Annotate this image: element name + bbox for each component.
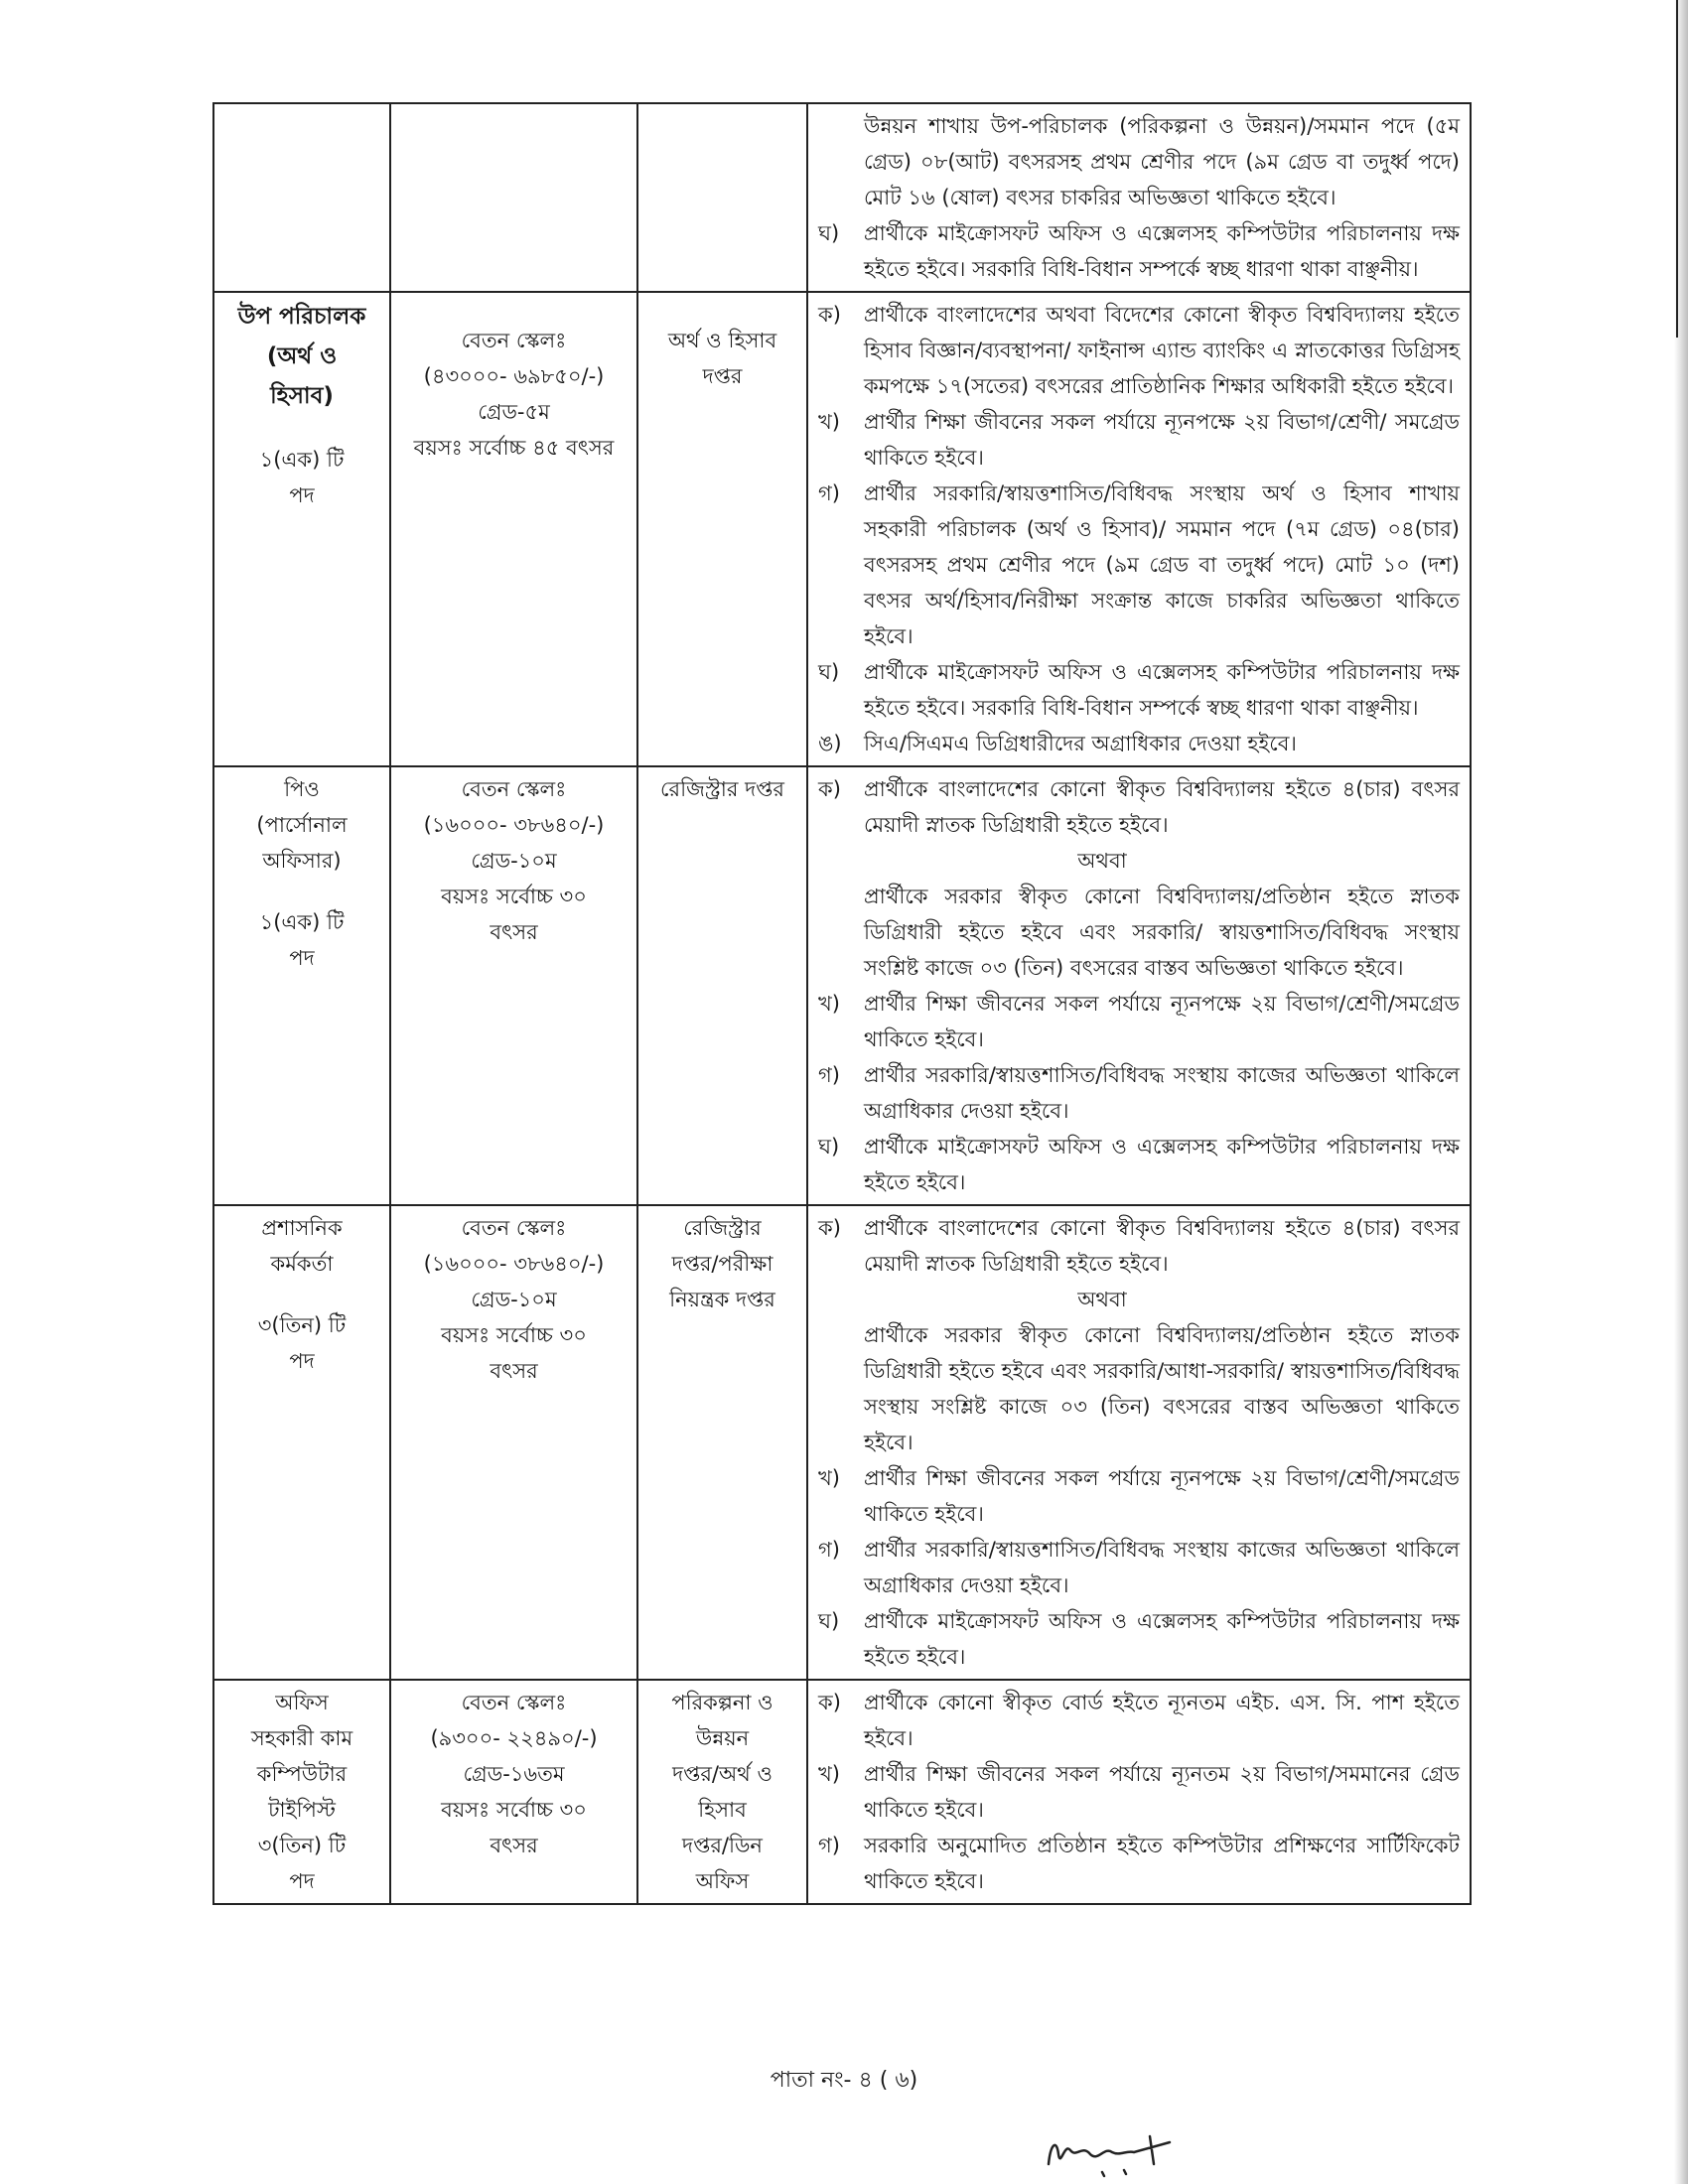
requirement-text: প্রার্থীকে কোনো স্বীকৃত বোর্ড হইতে ন্যূনতম এইচ. এস. সি. পাশ হইতে হইবে।	[864, 1691, 1460, 1750]
requirement-item	[818, 108, 1460, 215]
requirement-item	[818, 879, 1460, 986]
requirement-text: প্রার্থীর শিক্ষা জীবনের সকল পর্যায়ে ন্যূনপক্ষে ২য় বিভাগ/শ্রেণী/সমগ্রেড থাকিতে হইবে।	[864, 992, 1460, 1051]
page-number-text: পাতা নং- ৪ ( ৬)	[770, 2068, 918, 2093]
requirements-cell	[807, 103, 1471, 292]
requirement-item	[818, 1828, 1460, 1899]
requirements-cell	[807, 1680, 1471, 1904]
salary-line: বেতন স্কেলঃ	[461, 329, 567, 352]
requirement-item	[818, 1317, 1460, 1460]
post-title-line: সহকারী কাম	[250, 1726, 353, 1750]
page-edge-shadow	[1674, 0, 1688, 2184]
requirement-item	[818, 297, 1460, 404]
salary-line: বৎসর	[490, 1359, 538, 1383]
requirement-number: ক)	[818, 303, 841, 327]
post-title-line: ১(এক) টি	[259, 448, 345, 472]
requirement-text: প্রার্থীকে বাংলাদেশের কোনো স্বীকৃত বিশ্ববিদ্যালয় হইতে ৪(চার) বৎসর মেয়াদী স্নাতক ডিগ্রিধারী হইতে হইবে।	[864, 777, 1460, 837]
salary-line: গ্রেড-১০ম	[471, 1288, 557, 1311]
salary-cell	[390, 1680, 637, 1904]
requirement-number: ঘ)	[818, 660, 840, 684]
post-title-line: ১(এক) টি	[259, 910, 345, 934]
requirement-or: অথবা	[1077, 1288, 1127, 1311]
salary-cell	[390, 292, 637, 766]
post-title-line: উপ পরিচালক	[237, 304, 366, 330]
requirement-text: প্রার্থীর সরকারি/স্বায়ত্তশাসিত/বিধিবদ্ধ সংস্থায় অর্থ ও হিসাব শাখায় সহকারী পরিচালক (অর্থ ও হিসাব)/ সমমান পদে (৭ম গ্রেড) ০৪(চার) বৎসরসহ প্রথম শ্রেণীর পদে (৯ম গ্রেড বা তদুর্ধ্ব পদে) মোট ১০ (দশ) বৎসর অর্থ/হিসাব/নিরীক্ষা সংক্রান্ত কাজে চাকরির অভিজ্ঞতা থাকিতে হইবে।	[864, 481, 1460, 648]
requirement-number: ঘ)	[818, 1135, 840, 1159]
post-cell	[213, 1680, 390, 1904]
requirement-item	[818, 1057, 1460, 1129]
requirement-text: সরকারি অনুমোদিত প্রতিষ্ঠান হইতে কম্পিউটার প্রশিক্ষণের সার্টিফিকেট থাকিতে হইবে।	[864, 1834, 1460, 1893]
signature-image	[1043, 2124, 1182, 2179]
requirement-item	[818, 1603, 1460, 1675]
spacer	[224, 1282, 379, 1307]
requirement-number: ক)	[818, 1691, 841, 1714]
requirement-item	[818, 1756, 1460, 1828]
requirement-text: প্রার্থীর শিক্ষা জীবনের সকল পর্যায়ে ন্যূনতম ২য় বিভাগ/সমমানের গ্রেড থাকিতে হইবে।	[864, 1762, 1460, 1822]
requirement-text: প্রার্থীকে মাইক্রোসফট অফিস ও এক্সেলসহ কম্পিউটার পরিচালনায় দক্ষ হইতে হইবে। সরকারি বিধি-বিধান সম্পর্কে স্বচ্ছ ধারণা থাকা বাঞ্ছনীয়।	[864, 660, 1460, 720]
post-title-line: ৩(তিন) টি	[257, 1313, 347, 1337]
post-title-line: পদ	[289, 1869, 315, 1893]
requirement-item	[818, 404, 1460, 476]
salary-line: বৎসর	[490, 1834, 538, 1857]
office-cell	[637, 292, 807, 766]
post-cell	[213, 103, 390, 292]
requirement-text: প্রার্থীর সরকারি/স্বায়ত্তশাসিত/বিধিবদ্ধ সংস্থায় কাজের অভিজ্ঞতা থাকিলে অগ্রাধিকার দেওয়া হইবে।	[864, 1063, 1460, 1123]
requirement-text: প্রার্থীর শিক্ষা জীবনের সকল পর্যায়ে ন্যূনপক্ষে ২য় বিভাগ/শ্রেণী/ সমগ্রেড থাকিতে হইবে।	[864, 410, 1460, 470]
salary-line: গ্রেড-১০ম	[471, 849, 557, 873]
salary-cell	[390, 766, 637, 1205]
post-title-line: পদ	[289, 483, 315, 507]
salary-line: বেতন স্কেলঃ	[461, 1216, 567, 1240]
requirements-cell	[807, 766, 1471, 1205]
spacer	[401, 297, 627, 323]
office-cell	[637, 1205, 807, 1680]
requirement-number: খ)	[818, 410, 840, 434]
table-row	[213, 766, 1471, 1205]
requirement-number: গ)	[818, 1834, 840, 1857]
requirement-item	[818, 986, 1460, 1057]
requirement-item	[818, 1282, 1460, 1317]
post-title-line: পিও	[284, 777, 320, 801]
salary-line: (১৬০০০- ৩৮৬৪০/-)	[423, 813, 605, 837]
requirement-text: প্রার্থীকে সরকার স্বীকৃত কোনো বিশ্ববিদ্যালয়/প্রতিষ্ঠান হইতে স্নাতক ডিগ্রিধারী হইতে হইবে এবং সরকারি/ স্বায়ত্তশাসিত/বিধিবদ্ধ সংস্থায় সংশ্লিষ্ট কাজে ০৩ (তিন) বৎসরের বাস্তব অভিজ্ঞতা থাকিতে হইবে।	[864, 885, 1460, 980]
requirement-item	[818, 726, 1460, 761]
office-line: অফিস	[695, 1869, 750, 1893]
salary-line: বয়সঃ সর্বোচ্চ ৪৫ বৎসর	[413, 436, 615, 460]
spacer	[224, 879, 379, 904]
office-line: নিয়ন্ত্রক দপ্তর	[669, 1288, 775, 1311]
requirement-number: গ)	[818, 1538, 840, 1562]
salary-cell	[390, 1205, 637, 1680]
office-line: দপ্তর/পরীক্ষা	[671, 1252, 774, 1276]
requirement-number: ক)	[818, 1216, 841, 1240]
requirement-item	[818, 654, 1460, 726]
post-title-line: ৩(তিন) টি	[257, 1834, 347, 1857]
requirement-number: গ)	[818, 481, 840, 505]
salary-line: বয়সঃ সর্বোচ্চ ৩০	[441, 885, 587, 908]
post-title-line: হিসাব)	[270, 383, 334, 409]
requirement-item	[818, 1460, 1460, 1532]
requirement-text: প্রার্থীকে মাইক্রোসফট অফিস ও এক্সেলসহ কম্পিউটার পরিচালনায় দক্ষ হইতে হইবে।	[864, 1609, 1460, 1669]
salary-line: বয়সঃ সর্বোচ্চ ৩০	[441, 1323, 587, 1347]
requirement-item	[818, 1685, 1460, 1756]
salary-line: (৯৩০০- ২২৪৯০/-)	[430, 1726, 598, 1750]
post-cell	[213, 292, 390, 766]
requirement-text: প্রার্থীকে মাইক্রোসফট অফিস ও এক্সেলসহ কম্পিউটার পরিচালনায় দক্ষ হইতে হইবে।	[864, 1135, 1460, 1194]
requirement-text: সিএ/সিএমএ ডিগ্রিধারীদের অগ্রাধিকার দেওয়া হইবে।	[864, 732, 1297, 755]
table-row	[213, 1205, 1471, 1680]
salary-line: বেতন স্কেলঃ	[461, 777, 567, 801]
spacer	[224, 416, 379, 442]
post-title-line: কর্মকর্তা	[270, 1252, 334, 1276]
requirements-cell	[807, 1205, 1471, 1680]
office-cell	[637, 103, 807, 292]
requirement-number: খ)	[818, 1466, 840, 1490]
table-body	[213, 103, 1471, 1904]
requirement-item	[818, 1129, 1460, 1200]
requirement-number: ঘ)	[818, 221, 840, 245]
office-line: দপ্তর	[702, 364, 743, 388]
post-cell	[213, 766, 390, 1205]
salary-line: (১৬০০০- ৩৮৬৪০/-)	[423, 1252, 605, 1276]
table-row	[213, 1680, 1471, 1904]
post-title-line: অফিসার)	[262, 849, 342, 873]
job-requirements-table	[212, 102, 1472, 1905]
requirement-item	[818, 215, 1460, 287]
post-title-line: পদ	[289, 946, 315, 970]
table-row	[213, 103, 1471, 292]
office-line: উন্নয়ন	[695, 1726, 750, 1750]
requirement-number: ঘ)	[818, 1609, 840, 1633]
requirement-number: খ)	[818, 1762, 840, 1786]
requirements-cell	[807, 292, 1471, 766]
office-cell	[637, 766, 807, 1205]
requirement-text: প্রার্থীর শিক্ষা জীবনের সকল পর্যায়ে ন্যূনপক্ষে ২য় বিভাগ/শ্রেণী/সমগ্রেড থাকিতে হইবে।	[864, 1466, 1460, 1526]
salary-line: বৎসর	[490, 920, 538, 944]
requirement-number: ক)	[818, 777, 841, 801]
requirement-text: প্রার্থীর সরকারি/স্বায়ত্তশাসিত/বিধিবদ্ধ সংস্থায় কাজের অভিজ্ঞতা থাকিলে অগ্রাধিকার দেওয়া হইবে।	[864, 1538, 1460, 1597]
office-line: অর্থ ও হিসাব	[667, 329, 777, 352]
post-title-line: টাইপিস্ট	[268, 1798, 336, 1822]
post-title-line: অফিস	[275, 1691, 329, 1714]
post-title-line: (পার্সোনাল	[256, 813, 348, 837]
requirement-item	[818, 476, 1460, 654]
post-title-line: (অর্থ ও	[266, 343, 338, 369]
post-title-line: প্রশাসনিক	[261, 1216, 343, 1240]
office-line: হিসাব	[698, 1798, 747, 1822]
office-line: রেজিস্ট্রার	[683, 1216, 762, 1240]
signature-graphic	[1043, 2124, 1182, 2179]
requirement-number: খ)	[818, 992, 840, 1016]
requirement-text: প্রার্থীকে বাংলাদেশের কোনো স্বীকৃত বিশ্ববিদ্যালয় হইতে ৪(চার) বৎসর মেয়াদী স্নাতক ডিগ্রিধারী হইতে হইবে।	[864, 1216, 1460, 1276]
requirement-text: প্রার্থীকে বাংলাদেশের অথবা বিদেশের কোনো স্বীকৃত বিশ্ববিদ্যালয় হইতে হিসাব বিজ্ঞান/ব্যবস্থাপনা/ ফাইনান্স এ্যান্ড ব্যাংকিং এ স্নাতকোত্তর ডিগ্রিসহ কমপক্ষে ১৭(সতের) বৎসরের প্রাতিষ্ঠানিক শিক্ষার অধিকারী হইতে হইবে।	[864, 303, 1460, 398]
requirement-text: প্রার্থীকে সরকার স্বীকৃত কোনো বিশ্ববিদ্যালয়/প্রতিষ্ঠান হইতে স্নাতক ডিগ্রিধারী হইতে হইবে এবং সরকারি/আধা-সরকারি/ স্বায়ত্তশাসিত/বিধিবদ্ধ সংস্থায় সংশ্লিষ্ট কাজে ০৩ (তিন) বৎসরের বাস্তব অভিজ্ঞতা থাকিতে হইবে।	[864, 1323, 1460, 1454]
requirement-number: ঙ)	[818, 732, 842, 755]
office-cell	[637, 1680, 807, 1904]
office-line: দপ্তর/ডিন	[682, 1834, 763, 1857]
salary-line: গ্রেড-১৬তম	[463, 1762, 565, 1786]
office-line: রেজিস্ট্রার দপ্তর	[660, 777, 784, 801]
requirement-item	[818, 1532, 1460, 1603]
office-line: দপ্তর/অর্থ ও	[672, 1762, 773, 1786]
table-row	[213, 292, 1471, 766]
post-title-line: কম্পিউটার	[256, 1762, 348, 1786]
post-title-line: পদ	[289, 1349, 315, 1373]
requirement-text: উন্নয়ন শাখায় উপ-পরিচালক (পরিকল্পনা ও উন্নয়ন)/সমমান পদে (৫ম গ্রেড) ০৮(আট) বৎসরসহ প্রথম শ্রেণীর পদে (৯ম গ্রেড বা তদুর্ধ্ব পদে) মোট ১৬ (ষোল) বৎসর চাকরির অভিজ্ঞতা থাকিতে হইবে।	[864, 114, 1460, 209]
post-cell	[213, 1205, 390, 1680]
salary-line: গ্রেড-৫ম	[478, 400, 550, 424]
requirement-number: গ)	[818, 1063, 840, 1087]
salary-line: (৪৩০০০- ৬৯৮৫০/-)	[423, 364, 605, 388]
requirement-text: প্রার্থীকে মাইক্রোসফট অফিস ও এক্সেলসহ কম্পিউটার পরিচালনায় দক্ষ হইতে হইবে। সরকারি বিধি-বিধান সম্পর্কে স্বচ্ছ ধারণা থাকা বাঞ্ছনীয়।	[864, 221, 1460, 281]
salary-line: বয়সঃ সর্বোচ্চ ৩০	[441, 1798, 587, 1822]
salary-cell	[390, 103, 637, 292]
requirement-item	[818, 843, 1460, 879]
spacer	[648, 297, 796, 323]
salary-line: বেতন স্কেলঃ	[461, 1691, 567, 1714]
requirement-item	[818, 771, 1460, 843]
requirement-item	[818, 1210, 1460, 1282]
requirement-or: অথবা	[1077, 849, 1127, 873]
office-line: পরিকল্পনা ও	[671, 1691, 774, 1714]
page-number	[0, 2063, 1688, 2100]
